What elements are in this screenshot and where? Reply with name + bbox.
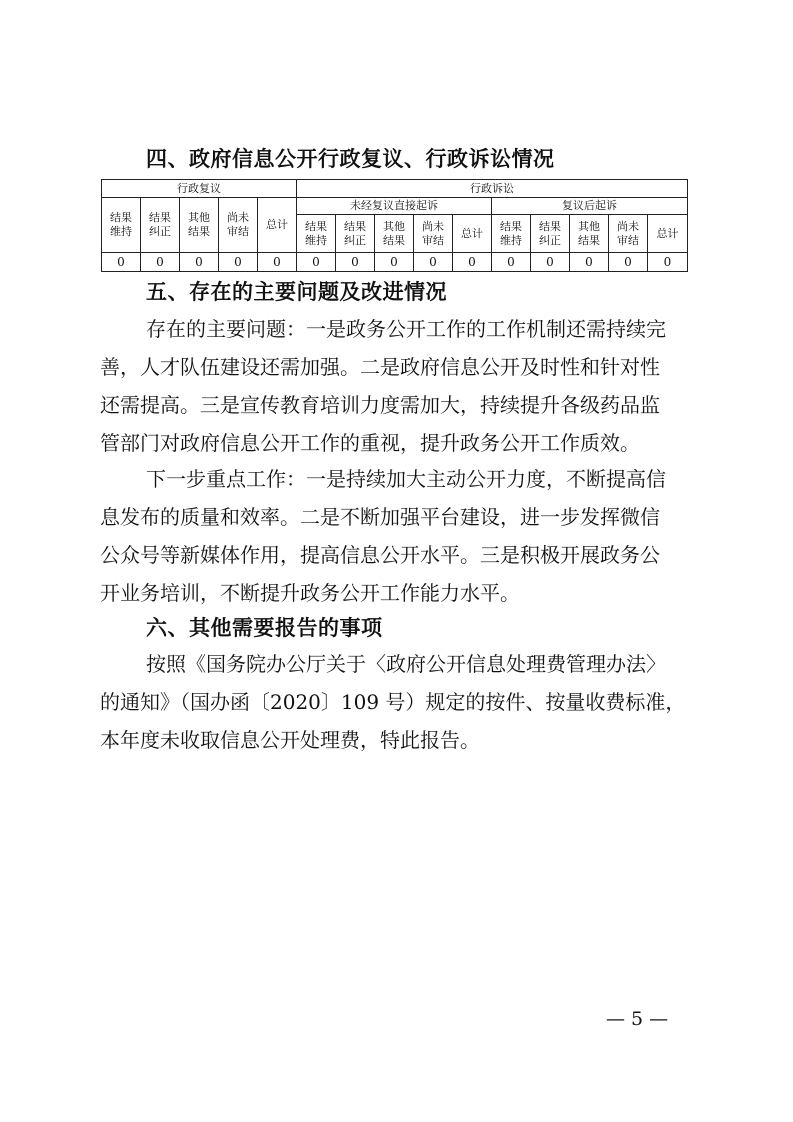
paragraph-line: 按照《国务院办公厅关于〈政府公开信息处理费管理办法〉	[146, 652, 666, 676]
section-5-heading: 五、存在的主要问题及改进情况	[146, 280, 447, 304]
table-cell: 0	[375, 253, 414, 272]
cell-text: 结果 维持	[110, 211, 132, 238]
col-after-pending	[609, 215, 648, 253]
col-direct-corrected	[336, 215, 375, 253]
table-row	[102, 253, 688, 272]
paragraph-line: 下一步重点工作：一是持续加大主动公开力度，不断提高信	[146, 467, 666, 491]
table-cell: 0	[219, 253, 258, 272]
cell-text: 尚未 审结	[227, 211, 249, 238]
paragraph-line: 存在的主要问题：一是政务公开工作的工作机制还需持续完	[146, 317, 666, 341]
next-steps-paragraph	[100, 460, 692, 612]
cell-text: 结果 纠正	[344, 219, 366, 247]
col-direct-pending	[414, 215, 453, 253]
cell-text: 结果 维持	[305, 219, 327, 247]
table-cell: 0	[141, 253, 180, 272]
section-4-heading: 四、政府信息公开行政复议、行政诉讼情况	[146, 147, 555, 171]
section-6-heading: 六、其他需要报告的事项	[146, 616, 383, 640]
table-cell: 0	[609, 253, 648, 272]
col-after-corrected	[531, 215, 570, 253]
col-after-upheld	[492, 215, 531, 253]
col-review-total: 总计	[258, 198, 297, 253]
cell-text: 尚未 审结	[422, 219, 444, 247]
col-review-other	[180, 198, 219, 253]
table-cell: 0	[180, 253, 219, 272]
cell-text: 其他 结果	[383, 219, 405, 247]
cell-text: 尚未 审结	[617, 219, 639, 247]
col-direct-upheld	[297, 215, 336, 253]
table-cell: 0	[531, 253, 570, 272]
col-direct-total: 总计	[453, 215, 492, 253]
table-cell: 0	[453, 253, 492, 272]
paragraph-line: 开业务培训，不断提升政务公开工作能力水平。	[100, 581, 520, 605]
table-cell: 0	[258, 253, 297, 272]
paragraph-line: 的通知》（国办函〔2020〕109 号）规定的按件、按量收费标准，	[100, 690, 686, 714]
paragraph-line: 本年度未收取信息公开处理费，特此报告。	[100, 728, 480, 752]
paragraph-line: 管部门对政府信息公开工作的重视，提升政务公开工作质效。	[100, 431, 640, 455]
header-admin-review: 行政复议	[102, 180, 297, 198]
header-direct-suit: 未经复议直接起诉	[297, 198, 492, 215]
col-review-pending	[219, 198, 258, 253]
paragraph-line: 善，人才队伍建设还需加强。二是政府信息公开及时性和针对性	[100, 355, 660, 379]
col-after-other	[570, 215, 609, 253]
review-litigation-table	[101, 179, 688, 272]
header-suit-after-review: 复议后起诉	[492, 198, 688, 215]
table-cell: 0	[297, 253, 336, 272]
col-direct-other	[375, 215, 414, 253]
other-matters-paragraph	[100, 645, 692, 759]
col-review-corrected	[141, 198, 180, 253]
cell-text: 其他 结果	[578, 219, 600, 247]
table-cell: 0	[492, 253, 531, 272]
col-review-upheld	[102, 198, 141, 253]
paragraph-line: 息发布的质量和效率。二是不断加强平台建设，进一步发挥微信	[100, 505, 660, 529]
header-admin-litigation: 行政诉讼	[297, 180, 688, 198]
page-number: — 5 —	[606, 1008, 669, 1030]
table-cell: 0	[102, 253, 141, 272]
problems-paragraph	[100, 310, 692, 462]
cell-text: 结果 纠正	[149, 211, 171, 238]
paragraph-line: 公众号等新媒体作用，提高信息公开水平。三是积极开展政务公	[100, 543, 660, 567]
table-cell: 0	[414, 253, 453, 272]
table-cell: 0	[648, 253, 688, 272]
cell-text: 结果 维持	[500, 219, 522, 247]
col-after-total: 总计	[648, 215, 688, 253]
paragraph-line: 还需提高。三是宣传教育培训力度需加大，持续提升各级药品监	[100, 393, 660, 417]
table-cell: 0	[336, 253, 375, 272]
table-cell: 0	[570, 253, 609, 272]
cell-text: 其他 结果	[188, 211, 210, 238]
cell-text: 结果 纠正	[539, 219, 561, 247]
